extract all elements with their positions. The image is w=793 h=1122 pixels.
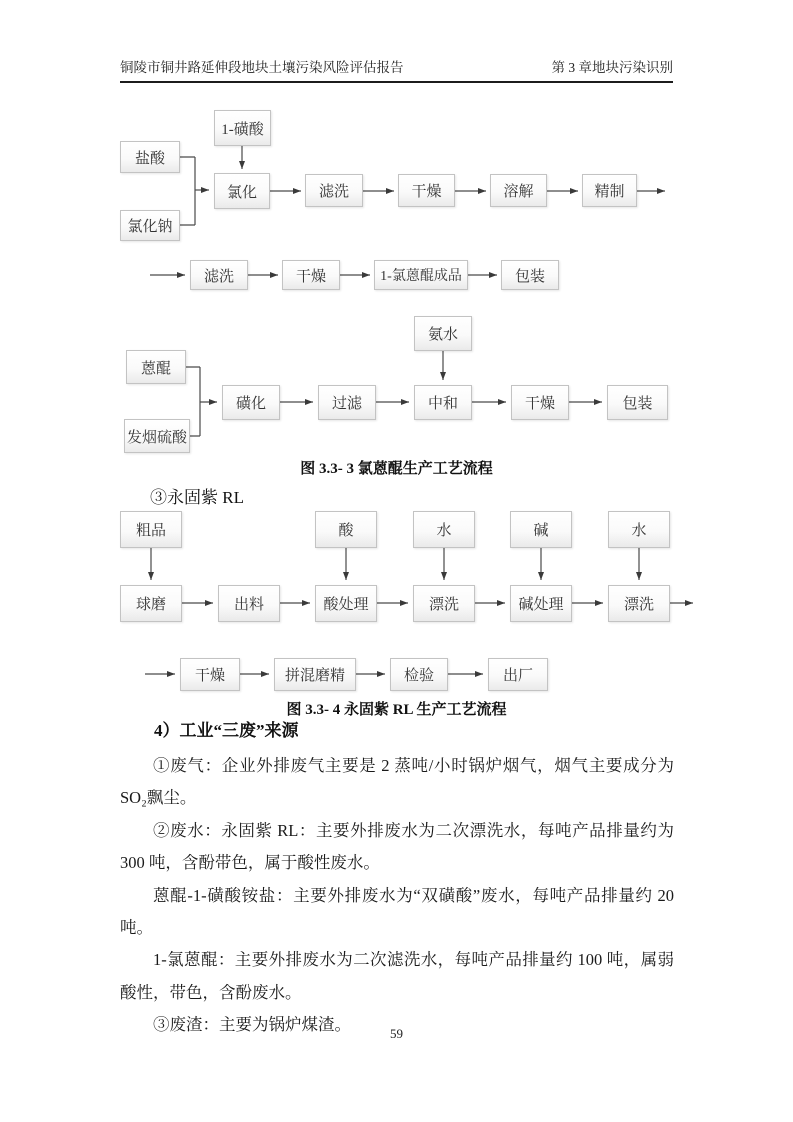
- header-report-title: 铜陵市铜井路延伸段地块土壤污染风险评估报告: [120, 60, 404, 75]
- header-chapter-title: 第 3 章地块污染识别: [551, 60, 673, 75]
- flow3-box-rinse-1: 漂洗: [413, 585, 475, 622]
- section-label-permanent-violet-rl: ③永固紫 RL: [150, 488, 244, 507]
- flow2-box-filtration: 过滤: [318, 385, 376, 420]
- flow1-box-1-chloroanthraquinone-product: 1-氯蒽醌成品: [374, 260, 468, 290]
- flow1-box-packing: 包装: [501, 260, 559, 290]
- figure-caption-3-3-4: 图 3.3- 4 永固紫 RL 生产工艺流程: [286, 702, 507, 718]
- flow2-box-packing: 包装: [607, 385, 668, 420]
- paragraph-waste-water-chloroanthraquinone: 1-氯蒽醌：主要外排废水为二次滤洗水，每吨产品排量约 100 吨，属弱酸性，带色，含酚废水。: [120, 950, 674, 1002]
- flow1-box-filter-wash-1: 滤洗: [305, 174, 363, 207]
- paragraph-waste-water-rl: ②废水：永固紫 RL：主要外排废水为二次漂洗水，每吨产品排量约为 300 吨，含酚带色，属于酸性废水。: [120, 820, 674, 873]
- page-number: 59: [390, 1026, 403, 1041]
- flow1-box-filter-wash-2: 滤洗: [190, 260, 248, 290]
- flow1-box-drying-1: 干燥: [398, 174, 455, 207]
- flow2-box-neutralization: 中和: [414, 385, 472, 420]
- flow3-box-drying: 干燥: [180, 658, 240, 691]
- body-text: [120, 716, 674, 1042]
- flow1-box-chlorination: 氯化: [214, 173, 270, 209]
- flow2-box-sulfonation: 磺化: [222, 385, 280, 420]
- flow3-box-crude: 粗品: [120, 511, 182, 548]
- flow3-box-acid: 酸: [315, 511, 377, 548]
- section-heading-waste-sources: 4）工业“三废”来源: [154, 721, 299, 740]
- flow1-box-refining: 精制: [582, 174, 637, 207]
- flow3-box-acid-treatment: 酸处理: [315, 585, 377, 622]
- flow3-box-inspection: 检验: [390, 658, 448, 691]
- figure-caption-3-3-3: 图 3.3- 3 氯蒽醌生产工艺流程: [300, 461, 493, 477]
- flow3-box-water-2: 水: [608, 511, 670, 548]
- flow3-box-shipment: 出厂: [488, 658, 548, 691]
- flow2-box-anthraquinone: 蒽醌: [126, 350, 186, 384]
- flow1-box-drying-2: 干燥: [282, 260, 340, 290]
- flow1-box-1-sulfonic-acid: 1-磺酸: [214, 110, 271, 146]
- flow3-box-discharge: 出料: [218, 585, 280, 622]
- flow3-box-rinse-2: 漂洗: [608, 585, 670, 622]
- flow1-box-hydrochloric-acid: 盐酸: [120, 141, 180, 173]
- flow3-box-alkali-treatment: 碱处理: [510, 585, 572, 622]
- flow3-box-water-1: 水: [413, 511, 475, 548]
- flow1-box-sodium-chloride: 氯化钠: [120, 210, 180, 241]
- flow3-box-blend-grind: 拼混磨精: [274, 658, 356, 691]
- flow2-box-drying: 干燥: [511, 385, 569, 420]
- paragraph-waste-residue: ③废渣：主要为锅炉煤渣。: [153, 1015, 351, 1035]
- flow1-box-dissolution: 溶解: [490, 174, 547, 207]
- flow3-box-ball-mill: 球磨: [120, 585, 182, 622]
- paragraph-waste-water-ammonium: 蒽醌-1-磺酸铵盐：主要外排废水为“双磺酸”废水，每吨产品排量约 20 吨。: [120, 885, 674, 938]
- flow2-box-ammonia: 氨水: [414, 316, 472, 351]
- paragraph-waste-gas: ①废气：企业外排废气主要是 2 蒸吨/小时锅炉烟气，烟气主要成分为 SO₂飘尘。: [120, 756, 674, 808]
- flow3-box-alkali: 碱: [510, 511, 572, 548]
- flow2-box-oleum: 发烟硫酸: [124, 419, 190, 453]
